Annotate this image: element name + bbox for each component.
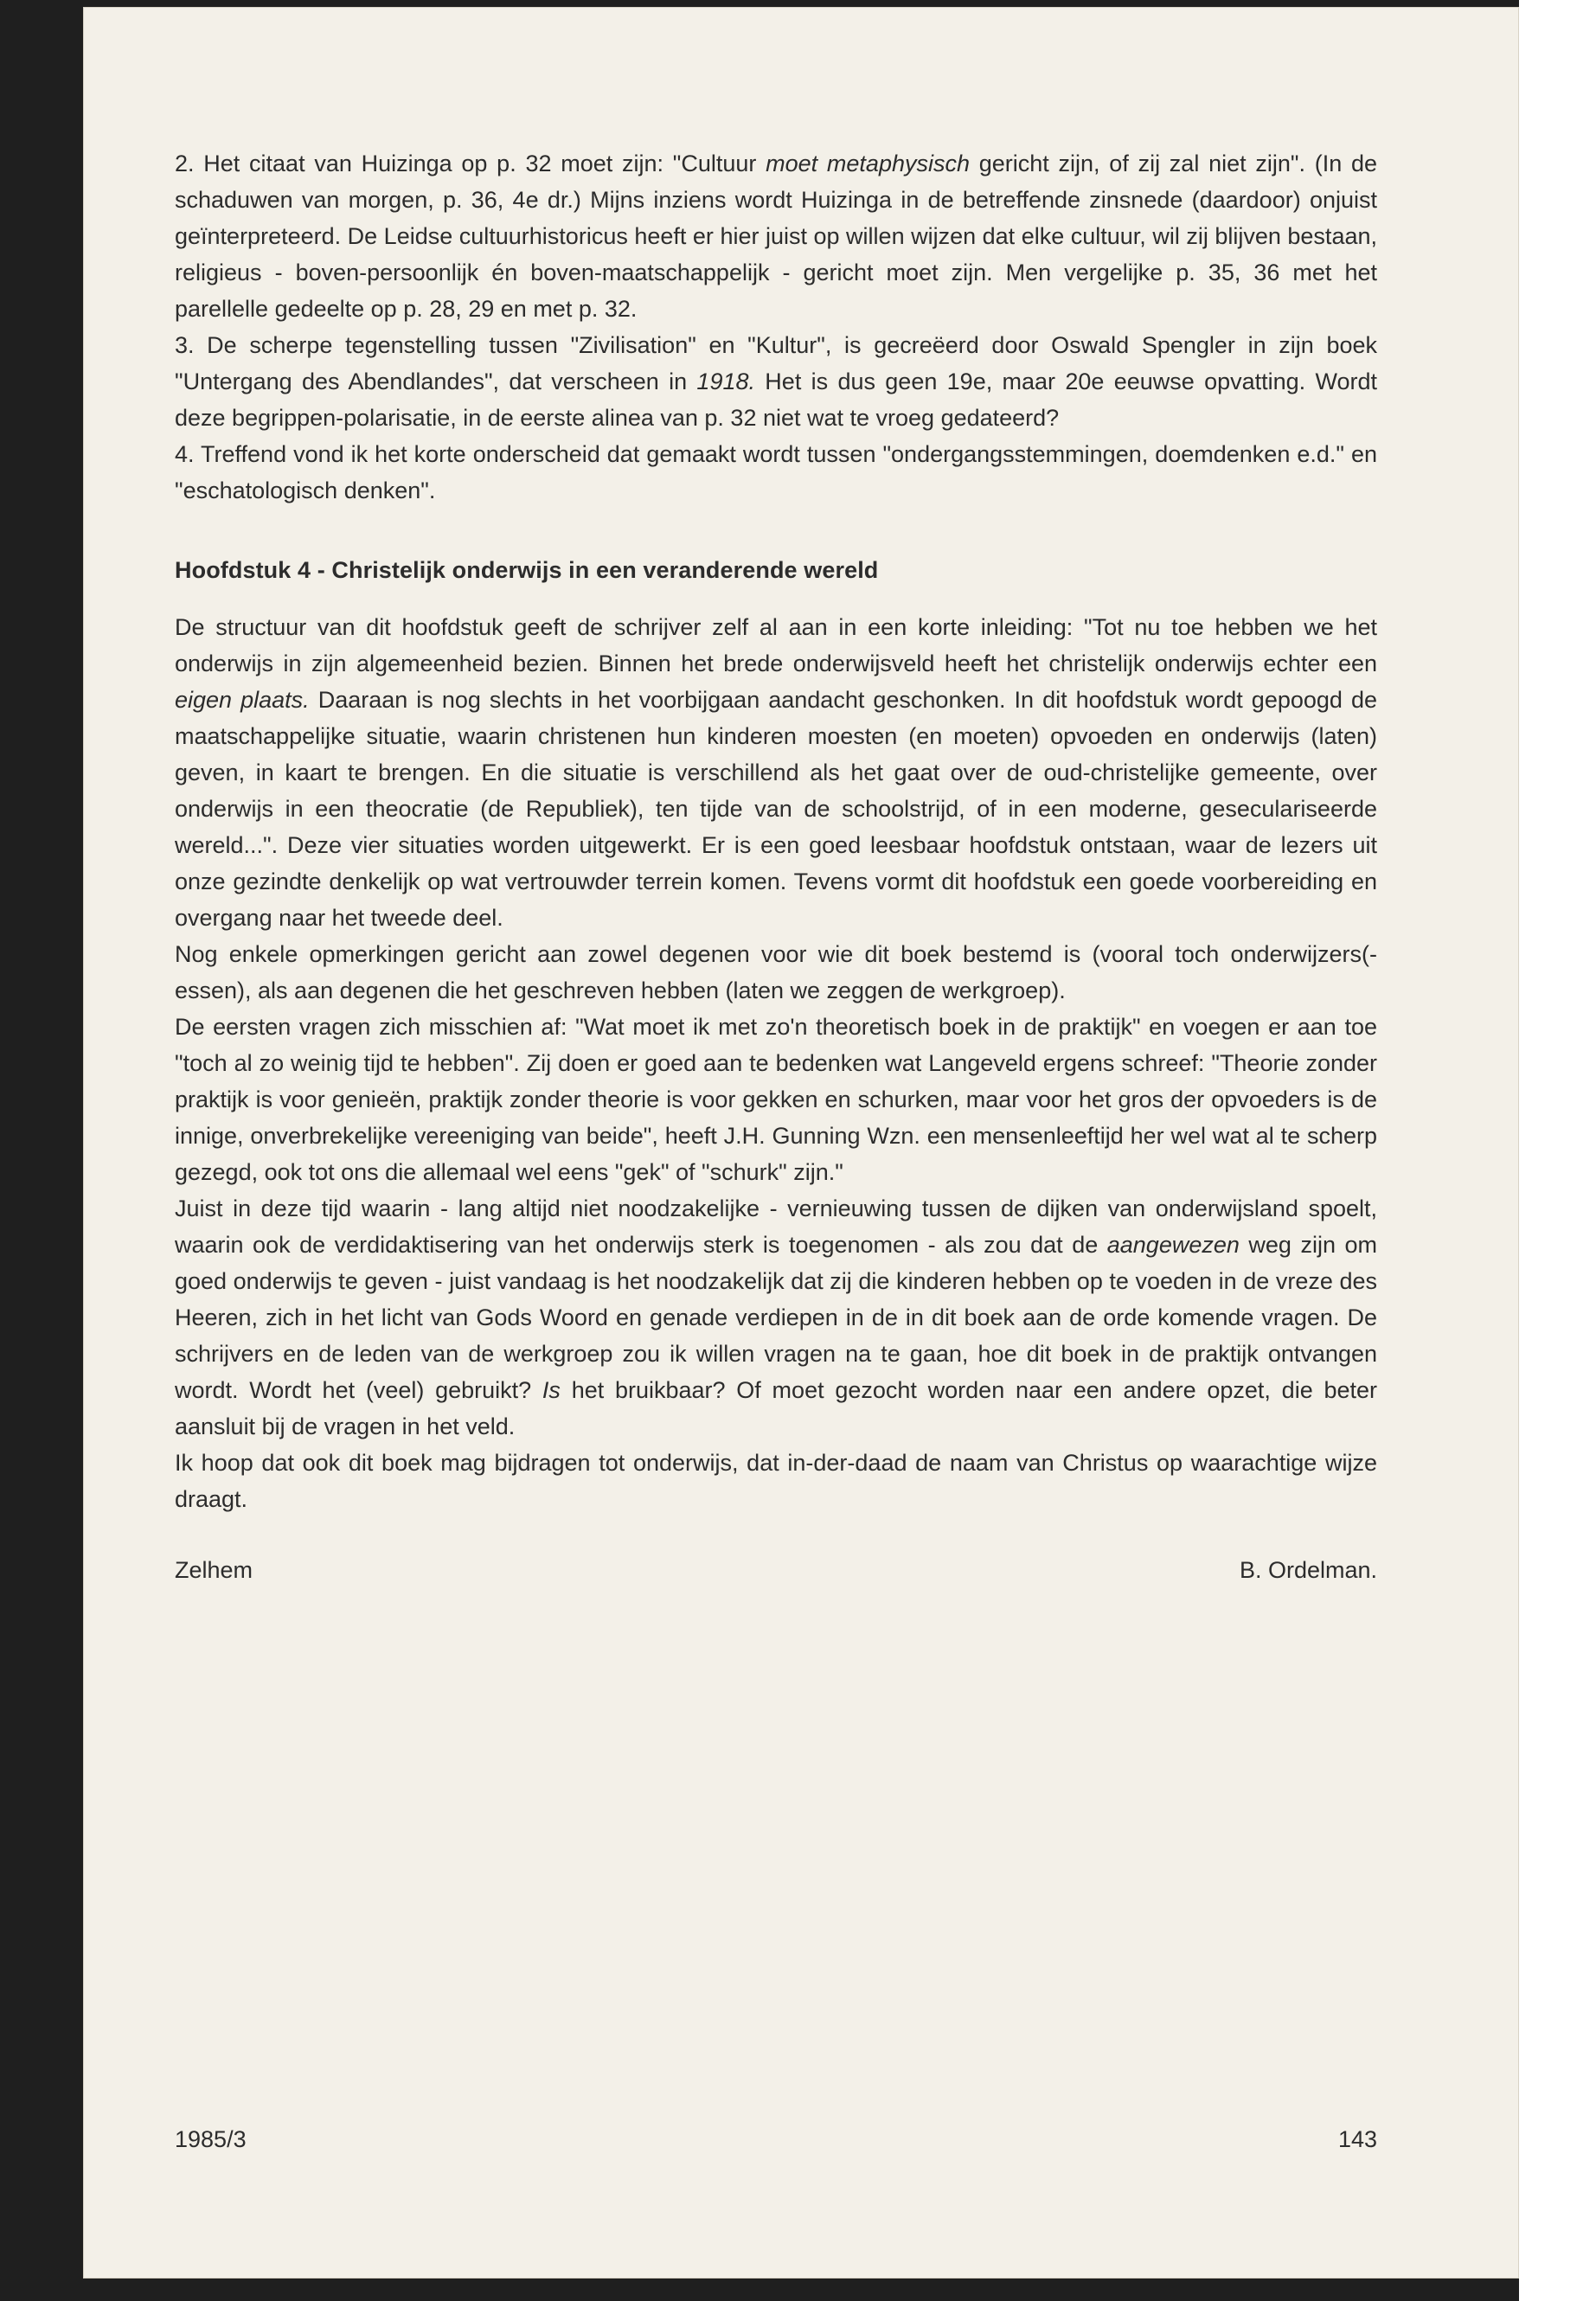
signature-author: B. Ordelman. <box>1239 1557 1377 1583</box>
footer-page-number: 143 <box>1337 2126 1377 2152</box>
section-heading: Hoofdstuk 4 - Christelijk onderwijs in een veranderende wereld <box>175 557 879 583</box>
body-paragraph <box>175 436 1377 509</box>
footer-issue: 1985/3 <box>175 2126 247 2152</box>
text-segment: Juist in deze tijd waarin - lang altijd niet noodzakelijke - vernieuwing tussen de dijken van onderwijsland spoelt, waarin ook de verdidaktisering van het onderwijs sterk is toegenomen - als zou dat de <box>175 1195 1377 1258</box>
bottom-paragraphs <box>175 609 1377 1517</box>
text-segment: het bruikbaar? Of moet gezocht worden naar een andere opzet, die beter aansluit bij de vragen in het veld. <box>175 1377 1377 1439</box>
text-segment: De eersten vragen zich misschien af: "Wat moet ik met zo'n theoretisch boek in de praktijk" en voegen er aan toe "toch al zo weinig tijd te hebben". Zij doen er goed aan te bedenken wat Langeveld ergens schreef: "Theorie zonder praktijk is voor genieën, praktijk zonder theorie is voor gekken en schurken, maar voor het gros der opvoeders is de innige, onverbrekelijke vereeniging van beide", heeft J.H. Gunning Wzn. een mensenleeftijd her wel wat al te scherp gezegd, ook tot ons die allemaal wel eens "gek" of "schurk" zijn." <box>175 1014 1377 1185</box>
text-segment: De structuur van dit hoofdstuk geeft de schrijver zelf al aan in een korte inleiding: "Tot nu toe hebben we het onderwijs in zijn algemeenheid bezien. Binnen het brede onderwijsveld heeft het christelijk onderwijs echter een <box>175 614 1377 676</box>
italic-text-segment: moet metaphysisch <box>766 151 970 176</box>
body-paragraph <box>175 327 1377 436</box>
italic-text-segment: aangewezen <box>1106 1232 1240 1258</box>
italic-text-segment: Is <box>542 1377 561 1403</box>
body-paragraph <box>175 936 1377 1009</box>
signature-place: Zelhem <box>175 1557 253 1583</box>
page-right-edge <box>1519 0 1596 2301</box>
text-segment: 4. Treffend vond ik het korte onderscheid dat gemaakt wordt tussen "ondergangsstemmingen, doemdenken e.d." en "eschatologisch denken". <box>175 441 1377 503</box>
text-segment: 2. Het citaat van Huizinga op p. 32 moet zijn: "Cultuur <box>175 151 766 176</box>
text-segment: gericht zijn, of zij zal niet zijn". (In de schaduwen van morgen, p. 36, 4e dr.) Mijns inziens wordt Huizinga in de betreffende zinsnede (daardoor) onjuist geïnterpreteerd. De Leidse cultuurhistoricus heeft er hier juist op willen wijzen dat elke cultuur, wil zij blijven bestaan, religieus - boven-persoonlijk én boven-maatschappelijk - gericht moet zijn. Men vergelijke p. 35, 36 met het parellelle gedeelte op p. 28, 29 en met p. 32. <box>175 151 1377 322</box>
body-paragraph <box>175 1009 1377 1190</box>
text-segment: Daaraan is nog slechts in het voorbijgaan aandacht geschonken. In dit hoofdstuk wordt gepoogd de maatschappelijke situatie, waarin christenen hun kinderen moesten (en moeten) opvoeden en onderwijs (laten) geven, in kaart te brengen. En die situatie is verschillend als het gaat over de oud-christelijke gemeente, over onderwijs in een theocratie (de Republiek), ten tijde van de schoolstrijd, of in een moderne, geseculariseerde wereld...". Deze vier situaties worden uitgewerkt. Er is een goed leesbaar hoofdstuk ontstaan, waar de lezers uit onze gezindte denkelijk op wat vertrouwder terrein komen. Tevens vormt dit hoofdstuk een goede voorbereiding en overgang naar het tweede deel. <box>175 687 1377 931</box>
italic-text-segment: eigen plaats. <box>175 687 310 713</box>
top-paragraphs <box>175 145 1377 509</box>
text-segment: Nog enkele opmerkingen gericht aan zowel degenen voor wie dit boek bestemd is (vooral toch onderwijzers(-essen), als aan degenen die het geschreven hebben (laten we zeggen de werkgroep). <box>175 941 1377 1003</box>
page-content <box>175 145 1377 1588</box>
text-segment: weg zijn om goed onderwijs te geven - juist vandaag is het noodzakelijk dat zij die kinderen hebben op te voeden in de vreze des Heeren, zich in het licht van Gods Woord en genade verdiepen in de in dit boek aan de orde komende vragen. De schrijvers en de leden van de werkgroep zou ik willen vragen na te gaan, hoe dit boek in de praktijk ontvangen wordt. Wordt het (veel) gebruikt? <box>175 1232 1377 1403</box>
text-segment: 3. De scherpe tegenstelling tussen "Zivilisation" en "Kultur", is gecreëerd door Oswald Spengler in zijn boek "Untergang des Abendlandes", dat verscheen in <box>175 332 1377 394</box>
signature-row <box>175 1552 1377 1588</box>
text-segment: Ik hoop dat ook dit boek mag bijdragen tot onderwijs, dat in-der-daad de naam van Christus op waarachtige wijze draagt. <box>175 1450 1377 1512</box>
page-footer <box>175 2126 1377 2161</box>
text-segment: Het is dus geen 19e, maar 20e eeuwse opvatting. Wordt deze begrippen-polarisatie, in de eerste alinea van p. 32 niet wat te vroeg gedateerd? <box>175 369 1377 431</box>
body-paragraph <box>175 1445 1377 1517</box>
body-paragraph <box>175 1190 1377 1445</box>
scanned-page <box>83 7 1519 2279</box>
italic-text-segment: 1918. <box>696 369 755 394</box>
body-paragraph <box>175 145 1377 327</box>
body-paragraph <box>175 609 1377 936</box>
